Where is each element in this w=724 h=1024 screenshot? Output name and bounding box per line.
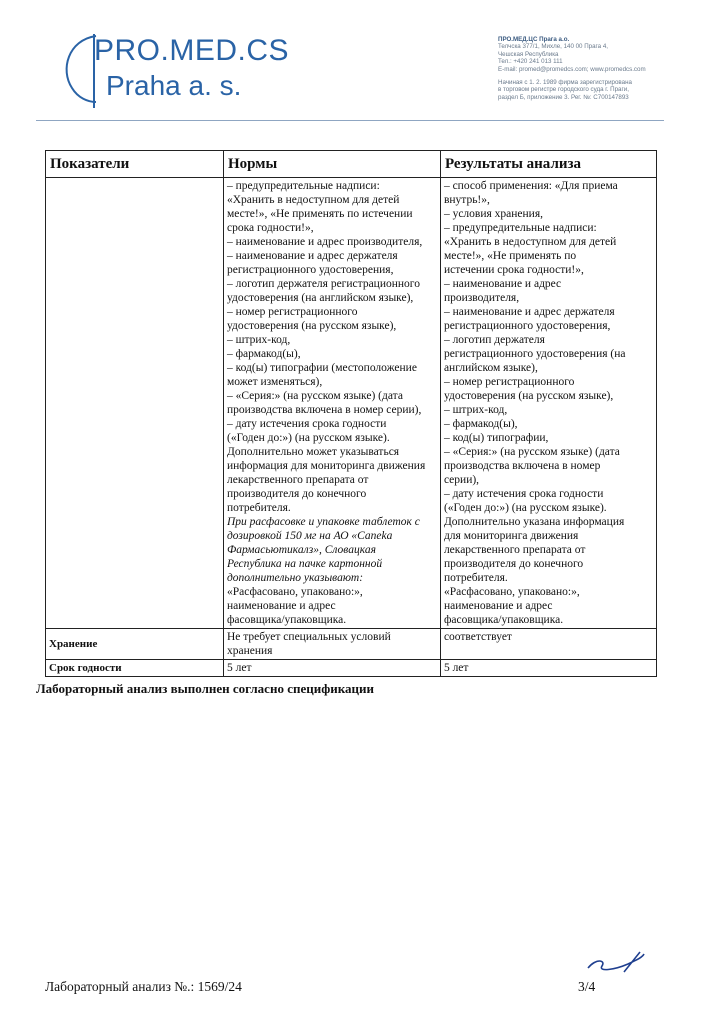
logo-text-line2: Praha a. s.	[106, 70, 242, 101]
company-logo	[58, 30, 318, 110]
indicator-cell	[46, 178, 224, 629]
analysis-number: Лабораторный анализ №.: 1569/24	[45, 979, 242, 994]
norm-line: – наименование и адрес держателя	[226, 250, 398, 262]
norm-line: «Хранить в недоступном для детей	[226, 194, 400, 206]
norm-line: удостоверения (на английском языке),	[226, 292, 414, 304]
result-cell: соответствует	[440, 629, 656, 660]
norm-line: фасовщика/упаковщика.	[226, 614, 347, 626]
column-header-norm: Нормы	[223, 151, 440, 178]
norm-line: – предупредительные надписи:	[226, 180, 380, 192]
result-line: регистрационного удостоверения (на	[443, 348, 626, 360]
result-line: истечении срока годности!»,	[443, 264, 584, 276]
company-email: E-mail: promed@promedcs.com; www.promedcs.com	[498, 65, 646, 73]
norm-line: – фармакод(ы),	[226, 348, 301, 360]
result-line: лекарственного препарата от	[443, 544, 586, 556]
result-line: производителя до конечного	[443, 558, 584, 570]
norm-italic-line: дополнительно указывают:	[226, 572, 364, 584]
norm-line: – наименование и адрес производителя,	[226, 236, 423, 248]
result-line: Дополнительно указана информация	[443, 516, 625, 528]
norm-line: информация для мониторинга движения	[226, 460, 426, 472]
norm-italic-line: Фармасьютикалз», Словацкая	[226, 544, 376, 556]
indicator-cell: Хранение	[46, 629, 224, 660]
page-number: 3/4	[578, 979, 596, 994]
result-line: – «Серия:» (на русском языке) (дата	[443, 446, 620, 458]
norm-line: – дату истечения срока годности	[226, 418, 387, 430]
table-row	[46, 660, 657, 677]
norm-line: – штрих-код,	[226, 334, 291, 346]
norm-line: регистрационного удостоверения,	[226, 264, 394, 276]
norm-line: может изменяться),	[226, 376, 323, 388]
norm-line: месте!», «Не применять по истечении	[226, 208, 413, 220]
norm-line: «Расфасовано, упаковано:»,	[226, 586, 363, 598]
table-row	[46, 178, 657, 629]
company-phone: Тел.: +420 241 013 111	[498, 58, 563, 66]
result-cell: 5 лет	[440, 660, 656, 677]
norm-line: – номер регистрационного	[226, 306, 358, 318]
table-header-row	[46, 151, 657, 178]
logo-text-line1: PRO.MED.CS	[94, 34, 290, 67]
norm-cell: 5 лет	[223, 660, 440, 677]
norm-cell: Не требует специальных условий хранения	[223, 629, 440, 660]
result-line: «Хранить в недоступном для детей	[443, 236, 617, 248]
company-registration-line: Начиная с 1. 2. 1989 фирма зарегистрирована	[498, 79, 632, 87]
norm-cell	[223, 178, 440, 629]
result-line: – наименование и адрес держателя	[443, 306, 615, 318]
result-line: для мониторинга движения	[443, 530, 579, 542]
header-divider	[36, 120, 664, 121]
result-line: – наименование и адрес	[443, 278, 562, 290]
norm-line: срока годности!»,	[226, 222, 314, 234]
company-address-line: Телчска 377/1, Михле, 140 00 Прага 4,	[498, 43, 608, 51]
company-registration-line: раздел Б, приложение 3. Рег. №: С700147893	[498, 93, 629, 101]
norm-line: потребителя.	[226, 502, 291, 514]
result-line: – штрих-код,	[443, 404, 508, 416]
result-line: потребителя.	[443, 572, 508, 584]
result-line: («Годен до:») (на русском языке).	[443, 502, 607, 514]
result-line: удостоверения (на русском языке),	[443, 390, 614, 402]
company-info	[498, 36, 698, 101]
result-line: регистрационного удостоверения,	[443, 320, 611, 332]
result-line: «Расфасовано, упаковано:»,	[443, 586, 580, 598]
norm-italic-line: дозировкой 150 мг на АО «Саneka	[226, 530, 393, 542]
norm-line: производства включена в номер серии),	[226, 404, 422, 416]
conclusion-text: Лабораторный анализ выполнен согласно спецификации	[36, 681, 374, 696]
norm-italic-line: Республика на пачке картонной	[226, 558, 383, 570]
result-line: производства включена в номер	[443, 460, 601, 472]
result-line: наименование и адрес	[443, 600, 553, 612]
result-line: – способ применения: «Для приема	[443, 180, 618, 192]
result-line: производителя,	[443, 292, 520, 304]
result-line: – номер регистрационного	[443, 376, 575, 388]
indicator-cell: Срок годности	[46, 660, 224, 677]
result-line: серии),	[443, 474, 480, 486]
norm-line: удостоверения (на русском языке),	[226, 320, 397, 332]
norm-line: – код(ы) типографии (местоположение	[226, 362, 417, 374]
norm-line: – логотип держателя регистрационного	[226, 278, 420, 290]
norm-line: («Годен до:») (на русском языке).	[226, 432, 390, 444]
company-name: ПРО.МЕД.ЦС Прага а.о.	[498, 36, 570, 43]
norm-italic-line: При расфасовке и упаковке таблеток с	[226, 516, 420, 528]
norm-line: – «Серия:» (на русском языке) (дата	[226, 390, 403, 402]
norm-line: наименование и адрес	[226, 600, 336, 612]
signature-icon	[584, 950, 648, 980]
result-line: – фармакод(ы),	[443, 418, 518, 430]
result-line: – предупредительные надписи:	[443, 222, 597, 234]
table-row	[46, 629, 657, 660]
result-line: – код(ы) типографии,	[443, 432, 549, 444]
company-registration-line: в торговом регистре городского суда г. Праги,	[498, 86, 629, 94]
result-line: – условия хранения,	[443, 208, 543, 220]
column-header-indicator: Показатели	[46, 151, 224, 178]
norm-line: Дополнительно может указываться	[226, 446, 400, 458]
column-header-result: Результаты анализа	[440, 151, 656, 178]
result-cell	[440, 178, 656, 629]
result-line: месте!», «Не применять по	[443, 250, 577, 262]
company-address-line: Чешская Республика	[498, 50, 559, 58]
norm-line: производителя до конечного	[226, 488, 367, 500]
result-line: внутрь!»,	[443, 194, 490, 206]
result-line: английском языке),	[443, 362, 538, 374]
result-line: – логотип держателя	[443, 334, 545, 346]
result-line: фасовщика/упаковщика.	[443, 614, 564, 626]
result-line: – дату истечения срока годности	[443, 488, 604, 500]
specification-table	[45, 150, 657, 677]
norm-line: лекарственного препарата от	[226, 474, 369, 486]
